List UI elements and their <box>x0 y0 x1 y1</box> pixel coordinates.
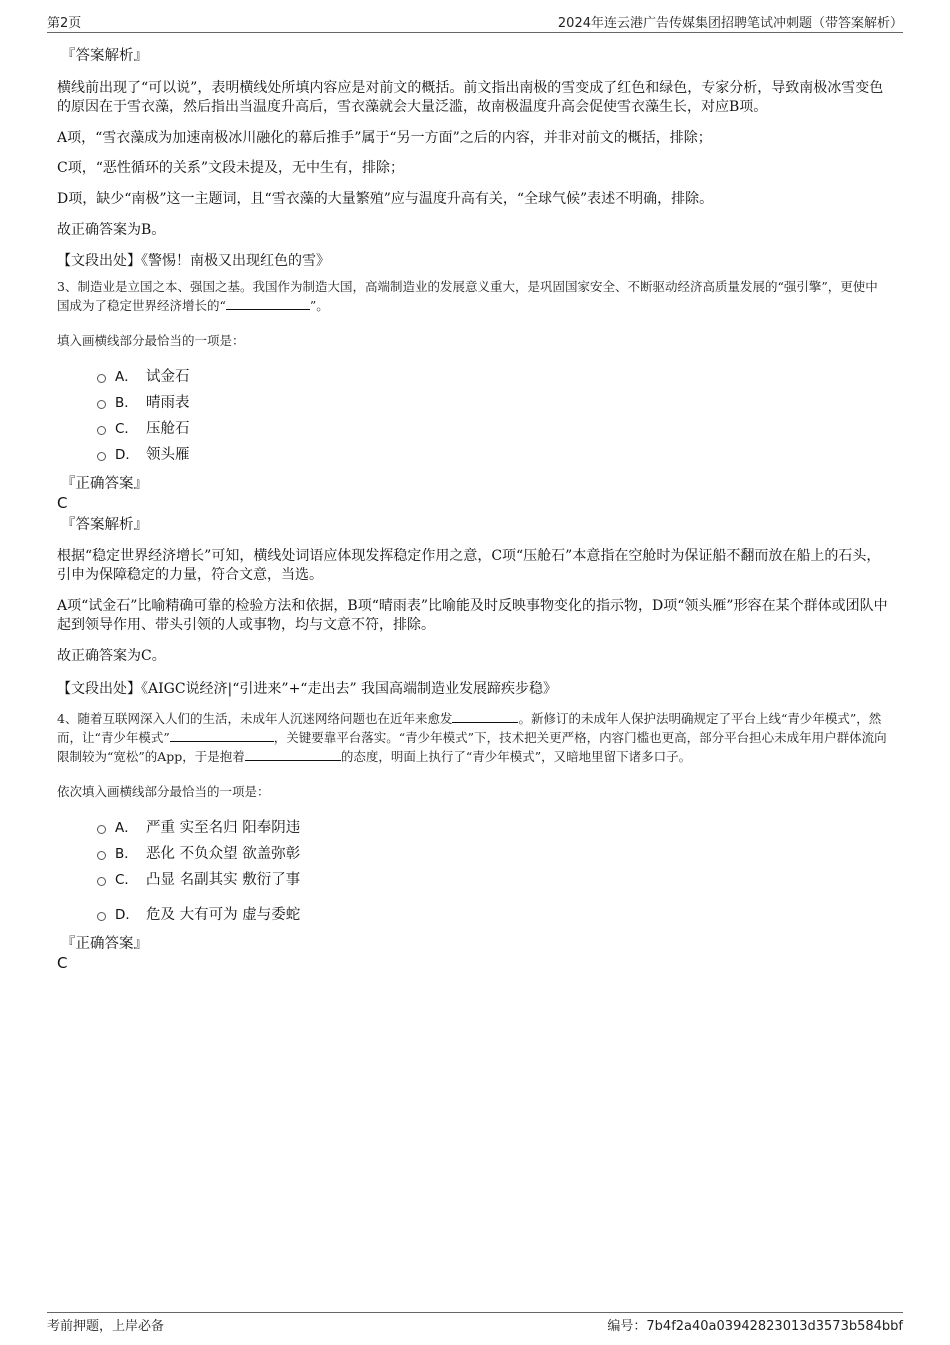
option-a[interactable]: A． 试金石 <box>57 364 889 390</box>
question-text: 4、随着互联网深入人们的生活，未成年人沉迷网络问题也在近年来愈发 <box>57 711 453 726</box>
analysis-paragraph: A项，“雪衣藻成为加速南极冰川融化的幕后推手”属于“另一方面”之后的内容，并非对前文的概括，排除； <box>57 130 712 146</box>
source-citation: 【文段出处】《警惕！南极又出现红色的雪》 <box>57 253 330 269</box>
answer-analysis-heading: 『答案解析』 <box>61 517 148 533</box>
option-c[interactable]: C． 压舱石 <box>57 416 889 442</box>
page-content <box>57 46 889 973</box>
footer-slogan: 考前押题，上岸必备 <box>47 1319 165 1334</box>
option-d[interactable]: D． 领头雁 <box>57 442 889 468</box>
page-footer <box>47 1312 903 1335</box>
final-answer-statement: 故正确答案为B。 <box>57 222 166 238</box>
question-stem <box>57 277 889 315</box>
correct-answer-heading: 『正确答案』 <box>61 476 148 492</box>
analysis-paragraph: 根据“稳定世界经济增长”可知，横线处词语应体现发挥稳定作用之意，C项“压舱石”本意指在空舱时为保证船不翻而放在船上的石头，引申为保障稳定的力量，符合文意，当选。 <box>57 548 881 583</box>
document-id: 编号：7b4f2a40a03942823013d3573b584bbf <box>607 1319 903 1334</box>
correct-answer: C <box>57 494 68 512</box>
radio-icon[interactable] <box>97 400 106 409</box>
page-number: 第2页 <box>47 16 82 31</box>
radio-icon[interactable] <box>97 877 106 886</box>
answer-analysis-heading: 『答案解析』 <box>61 48 148 64</box>
question-prompt: 依次填入画横线部分最恰当的一项是： <box>57 784 270 799</box>
final-answer-statement: 故正确答案为C。 <box>57 648 166 664</box>
analysis-paragraph: A项“试金石”比喻精确可靠的检验方法和依据，B项“晴雨表”比喻能及时反映事物变化的指示物，D项“领头雁”形容在某个群体或团队中起到领导作用、带头引领的人或事物，均与文意不符，排除。 <box>57 598 888 633</box>
radio-icon[interactable] <box>97 452 106 461</box>
question-text: ”。 <box>309 298 329 313</box>
correct-answer: C <box>57 954 68 972</box>
analysis-paragraph: C项，“恶性循环的关系”文段未提及，无中生有，排除； <box>57 160 405 176</box>
radio-icon[interactable] <box>97 825 106 834</box>
radio-icon[interactable] <box>97 851 106 860</box>
radio-icon[interactable] <box>97 426 106 435</box>
question-text: 3、制造业是立国之本、强国之基。我国作为制造大国，高端制造业的发展意义重大，是巩固国家安全、不断驱动经济高质量发展的“强引擎”，更使中国成为了稳定世界经济增长的“ <box>57 279 878 313</box>
page-header <box>47 12 903 33</box>
fill-blank <box>245 748 341 761</box>
option-b[interactable]: B． 晴雨表 <box>57 390 889 416</box>
source-citation: 【文段出处】《AIGC说经济|“引进来”+“走出去” 我国高端制造业发展蹄疾步稳》 <box>57 681 558 697</box>
analysis-paragraph: D项，缺少“南极”这一主题词，且“雪衣藻的大量繁殖”应与温度升高有关，“全球气候”表述不明确，排除。 <box>57 191 714 207</box>
fill-blank <box>452 710 518 723</box>
question-text: 的态度，明面上执行了“青少年模式”，又暗地里留下诸多口子。 <box>340 749 692 764</box>
option-list <box>57 364 889 468</box>
radio-icon[interactable] <box>97 912 106 921</box>
question-stem <box>57 709 889 766</box>
correct-answer-heading: 『正确答案』 <box>61 936 148 952</box>
fill-blank <box>170 729 274 742</box>
analysis-paragraph: 横线前出现了“可以说”，表明横线处所填内容应是对前文的概括。前文指出南极的雪变成了红色和绿色，专家分析，导致南极冰雪变色的原因在于雪衣藻，然后指出当温度升高后，雪衣藻就会大量泛滥，故南极温度升高会促使雪衣藻生长，对应B项。 <box>57 80 884 115</box>
option-a[interactable]: A． 严重 实至名归 阳奉阴违 <box>57 815 889 841</box>
question-text: 。新修订的未成年人保护法明确规定了平台上线“青少年模式”，然而，让“青少年模式” <box>57 711 882 745</box>
option-list <box>57 815 889 928</box>
fill-blank <box>226 297 310 310</box>
option-b[interactable]: B． 恶化 不负众望 欲盖弥彰 <box>57 841 889 867</box>
question-text: ，关键要靠平台落实。“青少年模式”下，技术把关更严格，内容门槛也更高，部分平台担心未成年用户群体流向限制较为“宽松”的App，于是抱着 <box>57 730 887 764</box>
question-prompt: 填入画横线部分最恰当的一项是： <box>57 333 245 348</box>
document-title: 2024年连云港广告传媒集团招聘笔试冲刺题（带答案解析） <box>557 16 903 31</box>
option-d[interactable]: D． 危及 大有可为 虚与委蛇 <box>57 902 889 928</box>
option-c[interactable]: C． 凸显 名副其实 敷衍了事 <box>57 867 889 893</box>
radio-icon[interactable] <box>97 374 106 383</box>
